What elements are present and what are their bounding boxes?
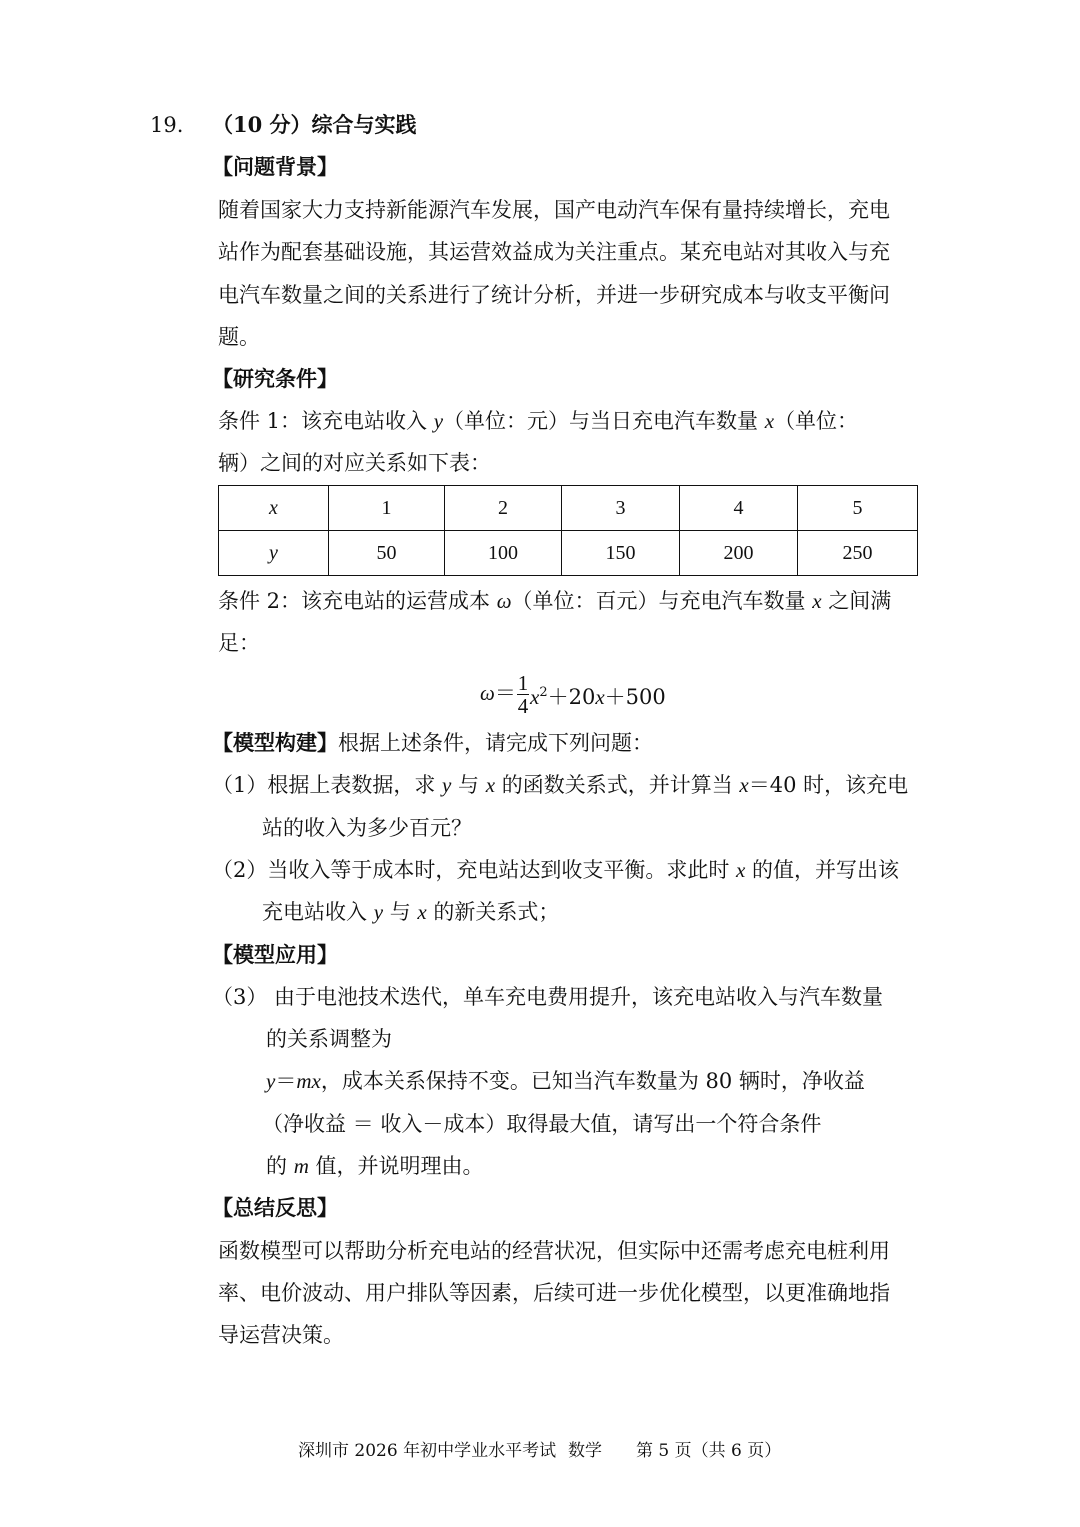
footer-page-number: 第 5 页（共 6 页） [636,1441,782,1461]
question-3-line-1: （3） 由于电池技术迭代，单车充电费用提升，该充电站收入与汽车数量 [212,985,884,1009]
table-cell-y-label: y [219,531,329,576]
question-1-line-1: （1）根据上表数据，求 y 与 x 的函数关系式，并计算当 x＝40 时，该充电 [212,773,909,797]
question-header: （10 分）综合与实践 [212,112,417,137]
condition-1-line-1: 条件 1：该充电站收入 y（单位：元）与当日充电汽车数量 x（单位： [218,409,859,433]
reflection-line-3: 导运营决策。 [218,1323,344,1347]
table-cell: 50 [329,531,445,576]
background-line-3: 电汽车数量之间的关系进行了统计分析，并进一步研究成本与收支平衡问 [218,283,890,307]
question-1-line-2: 站的收入为多少百元？ [262,816,472,840]
table-cell: 2 [445,486,562,531]
model-apply-heading: 【模型应用】 [212,942,338,967]
formula-fraction: 1 4 [517,671,529,718]
background-line-4: 题。 [218,325,260,349]
question-3-line-3: y＝mx，成本关系保持不变。已知当汽车数量为 80 辆时，净收益 [266,1069,865,1093]
condition-2-line-1: 条件 2：该充电站的运营成本 ω（单位：百元）与充电汽车数量 x 之间满 [218,589,892,613]
background-line-1: 随着国家大力支持新能源汽车发展，国产电动汽车保有量持续增长，充电 [218,198,890,222]
reflection-line-2: 率、电价波动、用户排队等因素，后续可进一步优化模型，以更准确地指 [218,1281,890,1305]
table-cell: 100 [445,531,562,576]
question-number: 19. [150,113,184,137]
data-table [218,485,918,576]
formula-rhs: $x^2+20x+500$ [530,685,666,709]
table-cell: 1 [329,486,445,531]
model-build-line: 【模型构建】根据上述条件，请完成下列问题： [212,730,653,755]
table-cell-x-label: x [219,486,329,531]
conditions-heading: 【研究条件】 [212,366,338,391]
question-3-line-5: 的 m 值，并说明理由。 [266,1154,484,1178]
condition-2-line-2: 足： [218,631,260,655]
background-heading: 【问题背景】 [212,154,338,179]
question-2-line-2: 充电站收入 y 与 x 的新关系式； [262,900,560,924]
question-3-line-4: （净收益 ＝ 收入－成本）取得最大值，请写出一个符合条件 [262,1112,822,1136]
formula-lhs: ω＝ [480,681,516,705]
table-cell: 3 [562,486,680,531]
question-2-line-1: （2）当收入等于成本时，充电站达到收支平衡。求此时 x 的值，并写出该 [212,858,900,882]
reflection-line-1: 函数模型可以帮助分析充电站的经营状况，但实际中还需考虑充电桩利用 [218,1239,890,1263]
reflection-heading: 【总结反思】 [212,1195,338,1220]
background-line-2: 站作为配套基础设施，其运营效益成为关注重点。某充电站对其收入与充 [218,240,890,264]
footer-exam: 深圳市 2026 年初中学业水平考试 [298,1441,557,1461]
table-cell: 4 [680,486,798,531]
table-cell: 250 [798,531,918,576]
table-cell: 150 [562,531,680,576]
question-3-line-2: 的关系调整为 [266,1027,392,1051]
table-row-x [219,486,918,531]
condition-1-line-2: 辆）之间的对应关系如下表： [218,451,491,475]
table-cell: 200 [680,531,798,576]
table-row-y [219,531,918,576]
table-cell: 5 [798,486,918,531]
footer-subject: 数学 [568,1441,602,1461]
